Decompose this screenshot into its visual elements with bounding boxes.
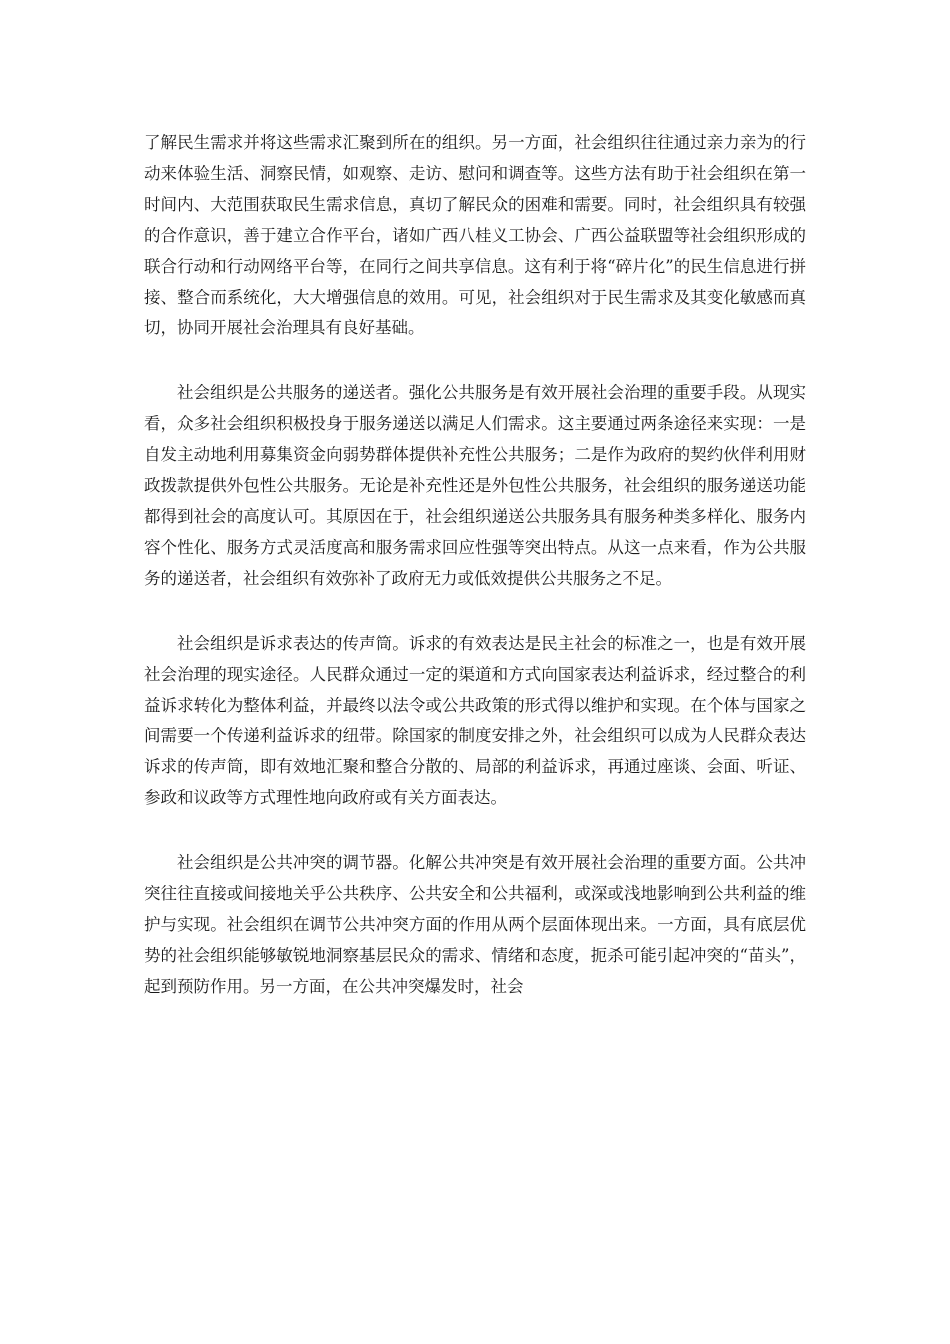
- document-page: [144, 128, 806, 1037]
- paragraph-appeal-expression: 社会组织是诉求表达的传声筒。诉求的有效表达是民主社会的标准之一，也是有效开展社会治理的现实途径。人民群众通过一定的渠道和方式向国家表达利益诉求，经过整合的利益诉求转化为整体利益，并最终以法令或公共政策的形式得以维护和实现。在个体与国家之间需要一个传递利益诉求的纽带。除国家的制度安排之外，社会组织可以成为人民群众表达诉求的传声筒，即有效地汇聚和整合分散的、局部的利益诉求，再通过座谈、会面、听证、参政和议政等方式理性地向政府或有关方面表达。: [144, 633, 806, 808]
- paragraph-conflict-regulator: 社会组织是公共冲突的调节器。化解公共冲突是有效开展社会治理的重要方面。公共冲突往往直接或间接地关乎公共秩序、公共安全和公共福利，或深或浅地影响到公共利益的维护与实现。社会组织在调节公共冲突方面的作用从两个层面体现出来。一方面，具有底层优势的社会组织能够敏锐地洞察基层民众的需求、情绪和态度，扼杀可能引起冲突的“苗头”，起到预防作用。另一方面，在公共冲突爆发时，社会: [144, 853, 806, 996]
- paragraph-needs-continued: 了解民生需求并将这些需求汇聚到所在的组织。另一方面，社会组织往往通过亲力亲为的行动来体验生活、洞察民情，如观察、走访、慰问和调查等。这些方法有助于社会组织在第一时间内、大范围获取民生需求信息，真切了解民众的困难和需要。同时，社会组织具有较强的合作意识，善于建立合作平台，诸如广西八桂义工协会、广西公益联盟等社会组织形成的联合行动和行动网络平台等，在同行之间共享信息。这有利于将“碎片化”的民生信息进行拼接、整合而系统化，大大增强信息的效用。可见，社会组织对于民生需求及其变化敏感而真切，协同开展社会治理具有良好基础。: [144, 133, 806, 338]
- paragraph-public-service: 社会组织是公共服务的递送者。强化公共服务是有效开展社会治理的重要手段。从现实看，众多社会组织积极投身于服务递送以满足人们需求。这主要通过两条途径来实现：一是自发主动地利用募集资金向弱势群体提供补充性公共服务；二是作为政府的契约伙伴利用财政拨款提供外包性公共服务。无论是补充性还是外包性公共服务，社会组织的服务递送功能都得到社会的高度认可。其原因在于，社会组织递送公共服务具有服务种类多样化、服务内容个性化、服务方式灵活度高和服务需求回应性强等突出特点。从这一点来看，作为公共服务的递送者，社会组织有效弥补了政府无力或低效提供公共服务之不足。: [144, 383, 806, 588]
